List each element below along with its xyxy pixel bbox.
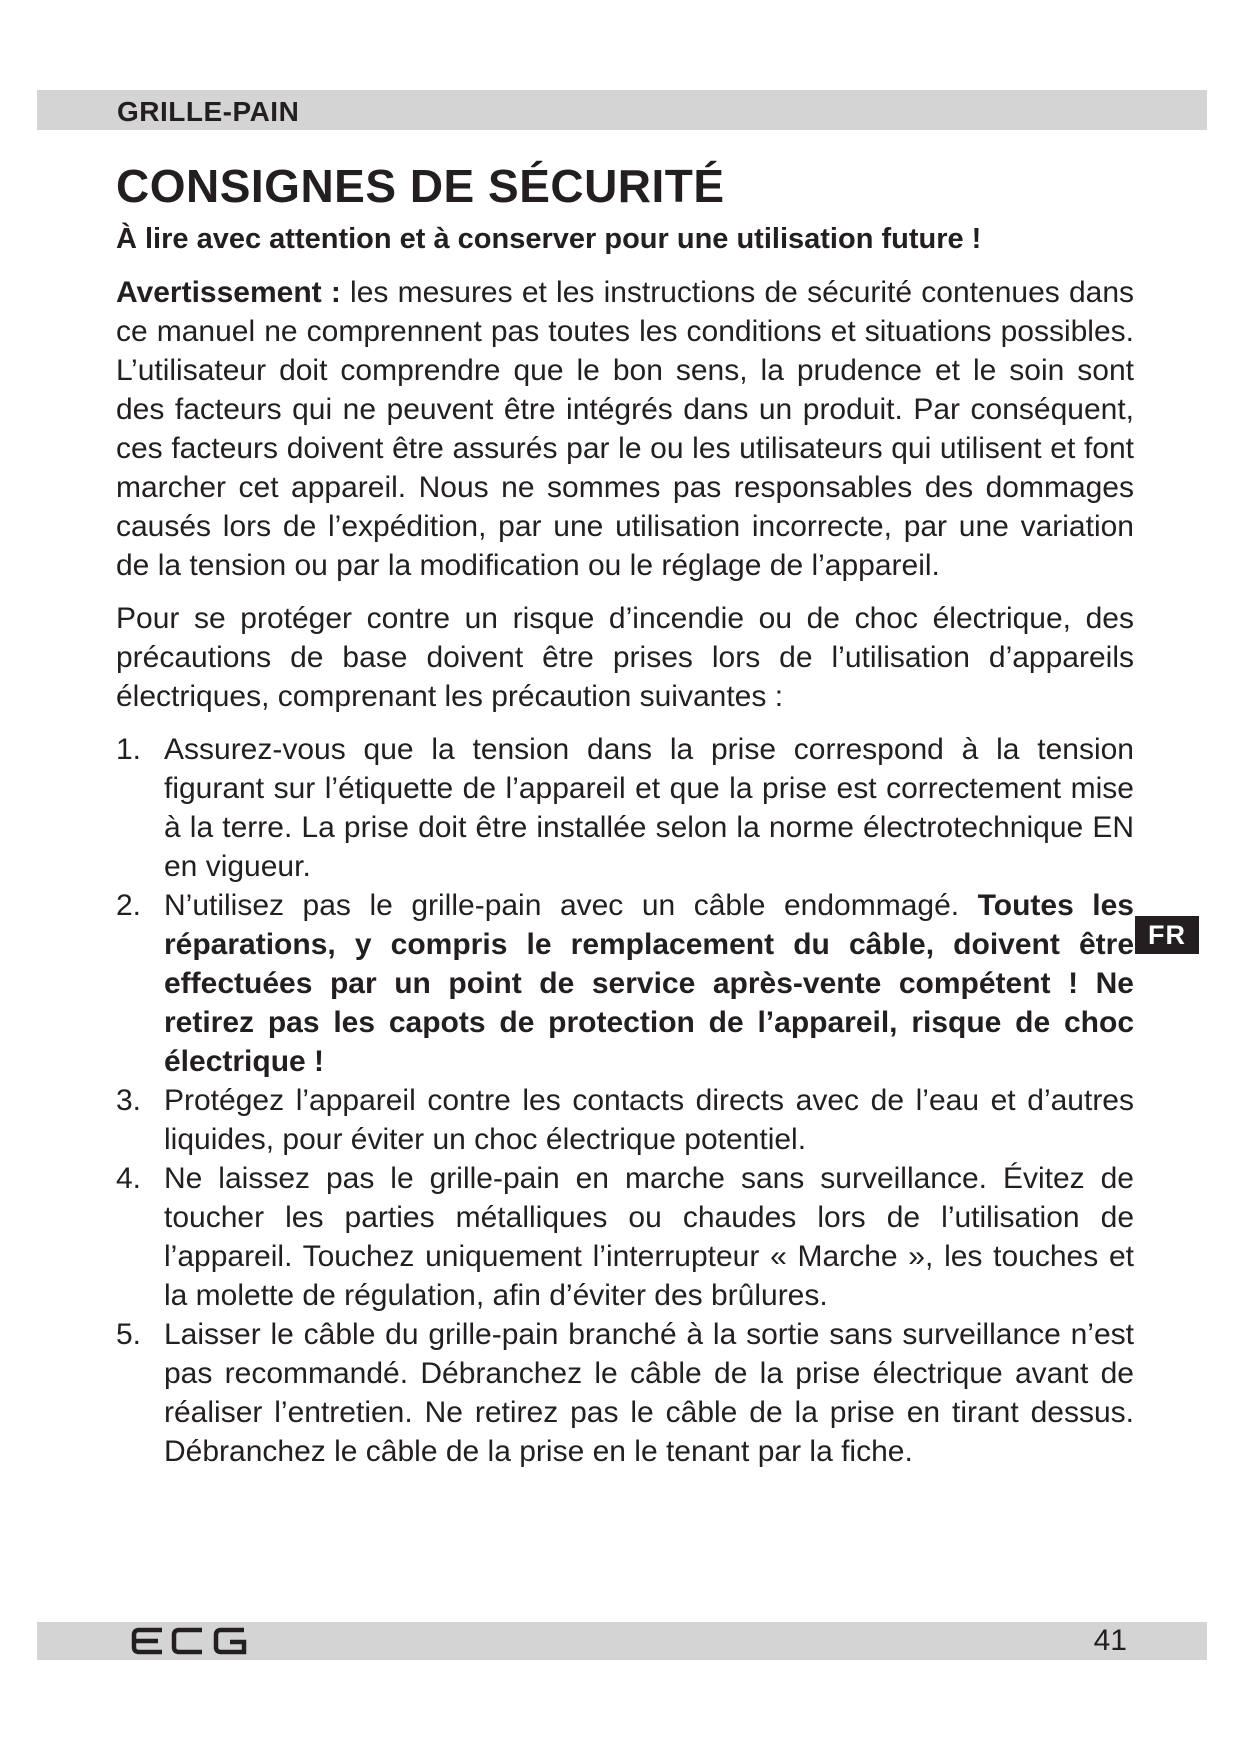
warning-label: Avertissement : bbox=[116, 275, 341, 309]
subtitle: À lire avec attention et à conserver pour une utilisation future ! bbox=[116, 222, 982, 255]
item-number: 3. bbox=[116, 1083, 142, 1117]
intro-paragraph: Pour se protéger contre un risque d’incendie ou de choc électrique, des précautions de base doivent être prises lors de l’utilisation d’appareils électriques, comprenant les précaution suivantes : bbox=[116, 601, 1134, 713]
item-text: Protégez l’appareil contre les contacts directs avec de l’eau et d’autres liquides, pour éviter un choc électrique potentiel. bbox=[164, 1083, 1134, 1156]
content bbox=[116, 150, 1134, 1471]
page-title: CONSIGNES DE SÉCURITÉ bbox=[116, 160, 725, 212]
item-number: 1. bbox=[116, 732, 142, 766]
item-number: 4. bbox=[116, 1161, 142, 1195]
list-item bbox=[116, 886, 1134, 1081]
ecg-logo bbox=[131, 1626, 251, 1656]
item-text: Ne laissez pas le grille-pain en marche sans surveillance. Évitez de toucher les parties métalliques ou chaudes lors de l’utilisation de l’appareil. Touchez uniquement l’interrupteur « Marche », les touches et la molette de régulation, afin d’éviter des brûlures. bbox=[164, 1161, 1134, 1312]
item-bold-text: Toutes les réparations, y compris le remplacement du câble, doivent être effectuées par un point de service après-vente compétent ! Ne retirez pas les capots de protection de l’appareil, risque de choc électrique ! bbox=[164, 888, 1134, 1078]
list-item bbox=[116, 730, 1134, 886]
warning-paragraph bbox=[116, 273, 1134, 585]
footer-bar bbox=[37, 1622, 1207, 1660]
page-number: 41 bbox=[1093, 1624, 1127, 1657]
item-text: Assurez-vous que la tension dans la prise correspond à la tension figurant sur l’étiquette de l’appareil et que la prise est correctement mise à la terre. La prise doit être installée selon la norme électrotechnique EN en vigueur. bbox=[164, 732, 1134, 883]
list-item bbox=[116, 1159, 1134, 1315]
header-bar bbox=[37, 90, 1207, 130]
language-tab: FR bbox=[1135, 916, 1199, 954]
section-title: GRILLE-PAIN bbox=[117, 96, 300, 127]
item-number: 5. bbox=[116, 1317, 142, 1351]
item-text: Laisser le câble du grille-pain branché à la sortie sans surveillance n’est pas recommandé. Débranchez le câble de la prise électrique avant de réaliser l’entretien. Ne retirez pas le câble de la prise en tirant dessus. Débranchez le câble de la prise en le tenant par la fiche. bbox=[164, 1317, 1134, 1468]
warning-text: les mesures et les instructions de sécurité contenues dans ce manuel ne comprennent pas toutes les conditions et situations possibles. L’utilisateur doit comprendre que le bon sens, la prudence et le soin sont des facteurs qui ne peuvent être intégrés dans un produit. Par conséquent, ces facteurs doivent être assurés par le ou les utilisateurs qui utilisent et font marcher cet appareil. Nous ne sommes pas responsables des dommages causés lors de l’expédition, par une utilisation incorrecte, par une variation de la tension ou par la modification ou le réglage de l’appareil. bbox=[116, 275, 1134, 582]
list-item bbox=[116, 1315, 1134, 1471]
item-text: N’utilisez pas le grille-pain avec un câble endommagé. bbox=[164, 888, 978, 922]
item-number: 2. bbox=[116, 888, 142, 922]
list-item bbox=[116, 1081, 1134, 1159]
safety-list bbox=[116, 730, 1134, 1471]
